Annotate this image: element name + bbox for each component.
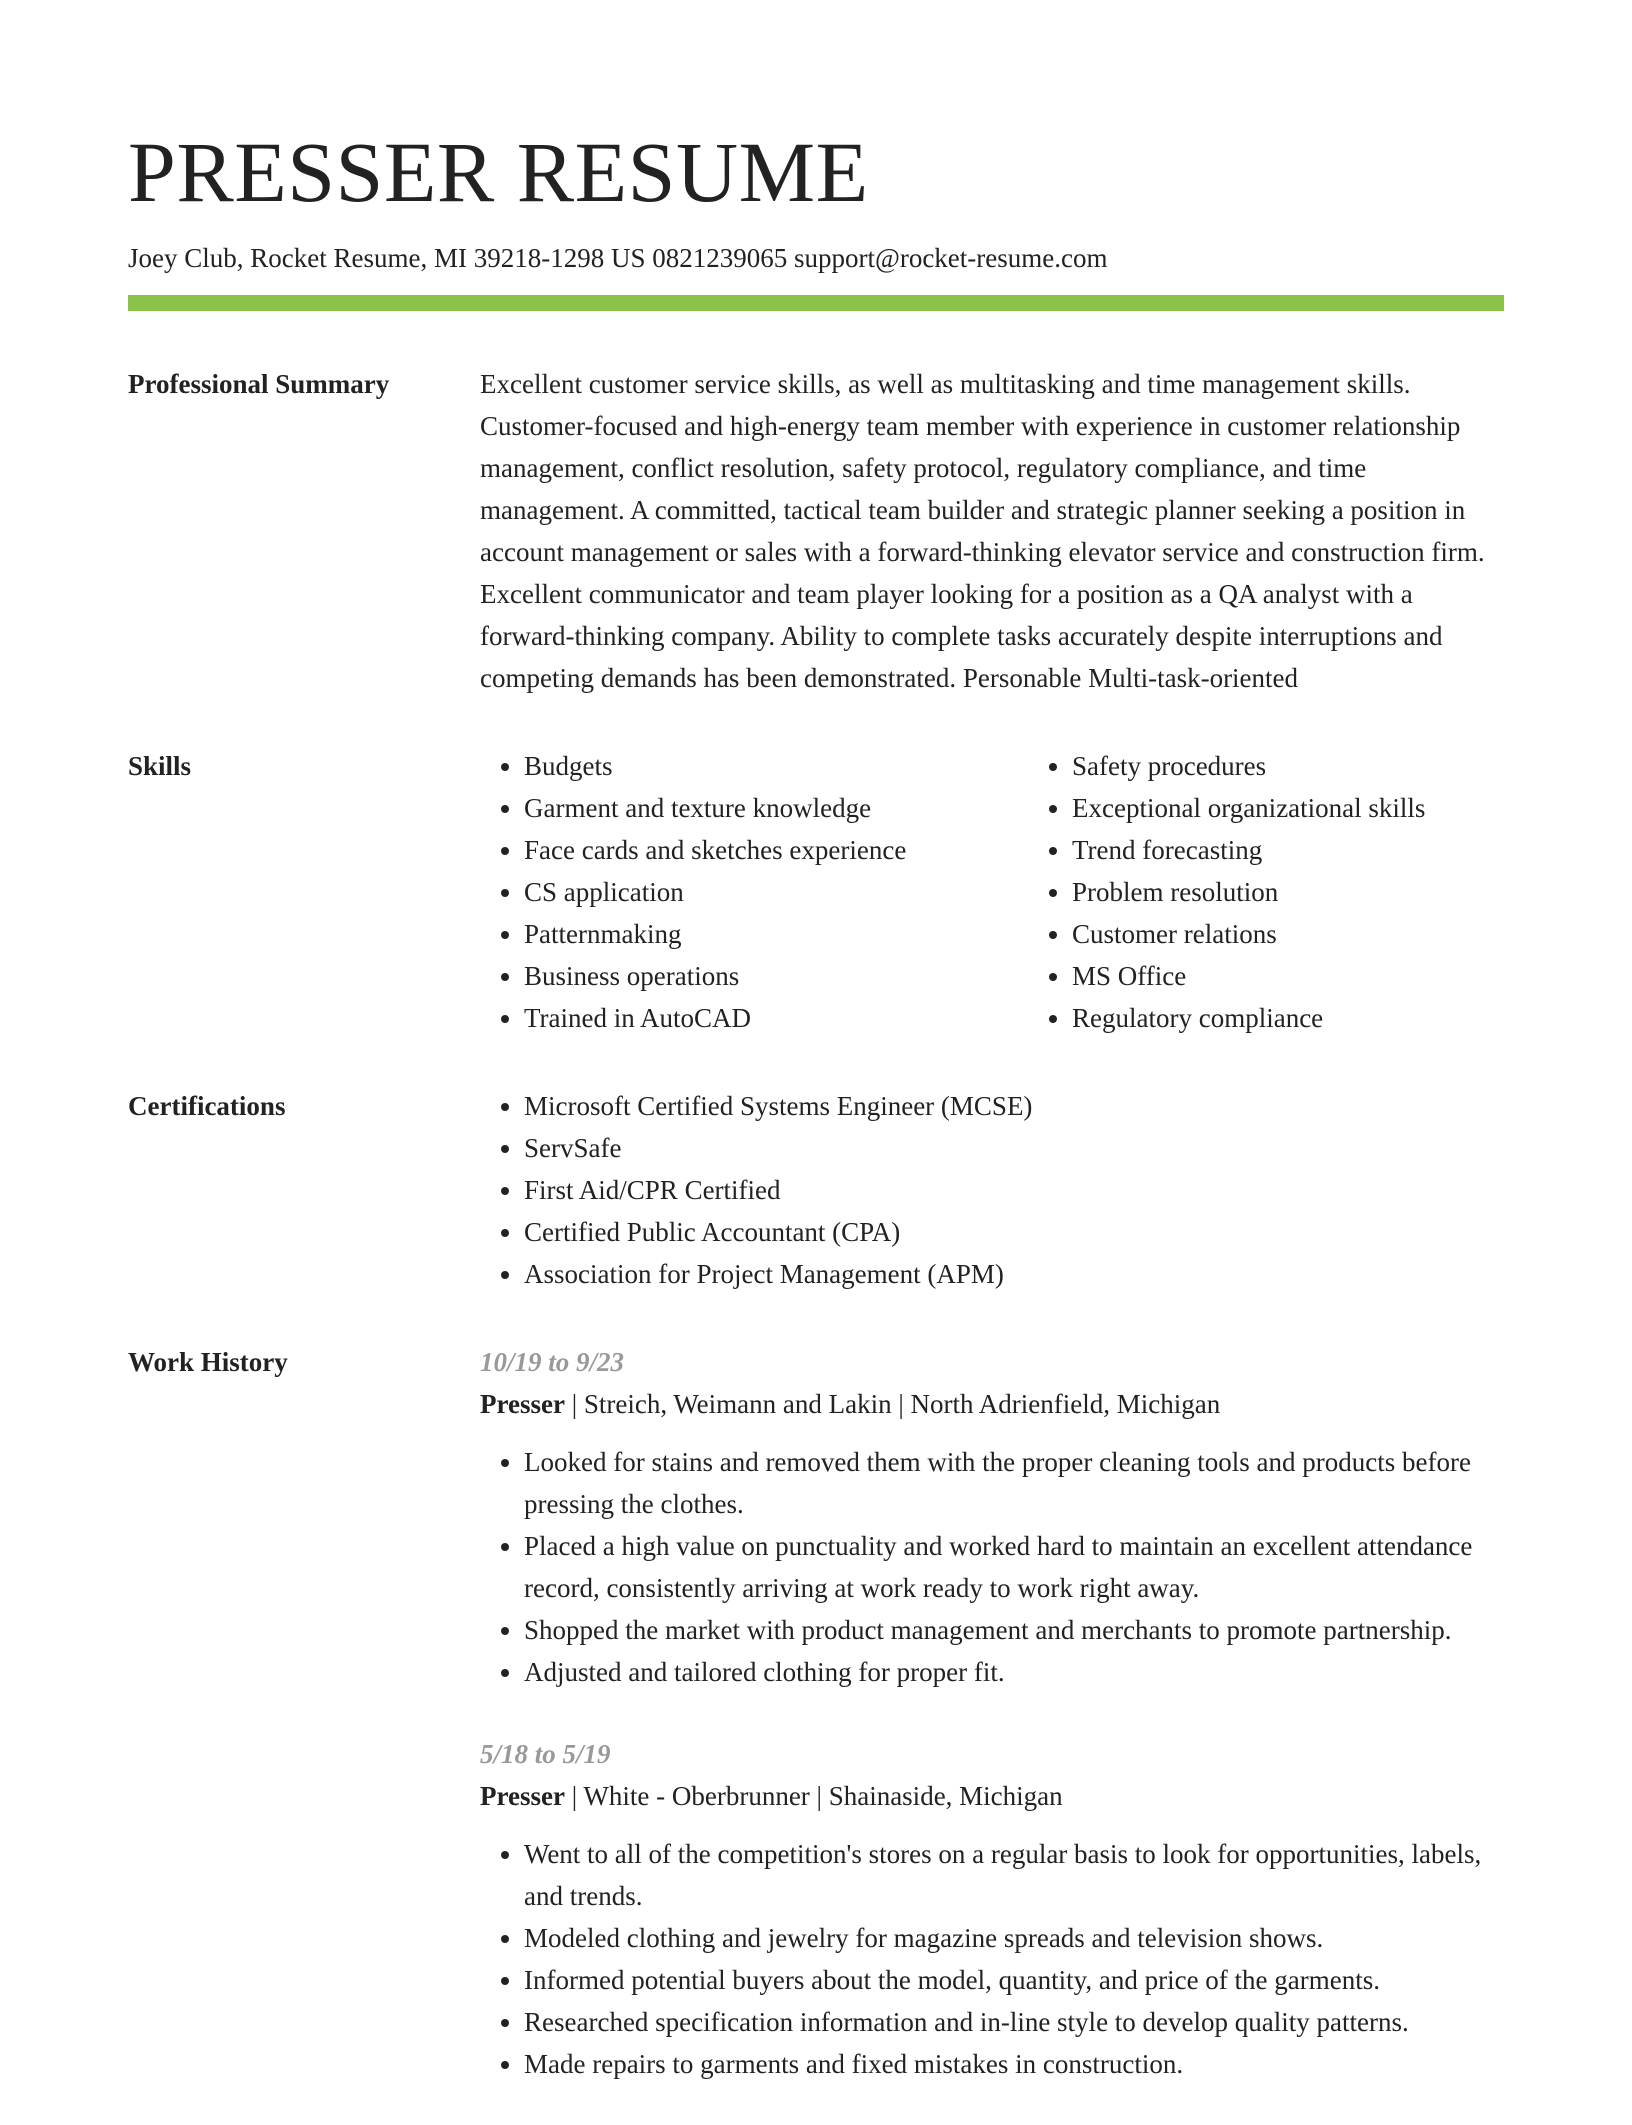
certification-item: • First Aid/CPR Certified — [524, 1169, 1504, 1211]
job-bullet: • Adjusted and tailored clothing for proper fit. — [524, 1651, 1504, 1693]
skill-item: • Exceptional organizational skills — [1072, 787, 1504, 829]
summary-section — [128, 363, 1504, 699]
certification-item: • Association for Project Management (APM) — [524, 1253, 1504, 1295]
job-bullet: • Modeled clothing and jewelry for magazine spreads and television shows. — [524, 1917, 1504, 1959]
certifications-body — [480, 1085, 1504, 1295]
certification-item: • Microsoft Certified Systems Engineer (MCSE) — [524, 1085, 1504, 1127]
certification-item: • Certified Public Accountant (CPA) — [524, 1211, 1504, 1253]
skill-item: • Customer relations — [1072, 913, 1504, 955]
skill-item: • Budgets — [524, 745, 1028, 787]
skill-item: • CS application — [524, 871, 1028, 913]
skill-item: • Regulatory compliance — [1072, 997, 1504, 1039]
summary-body — [480, 363, 1504, 699]
job-title: Presser — [480, 1781, 565, 1811]
certifications-list — [480, 1085, 1504, 1295]
job-entry — [480, 1341, 1504, 1693]
job-bullets — [480, 1833, 1504, 2085]
job-line — [480, 1383, 1504, 1425]
skills-heading: Skills — [128, 751, 192, 781]
skill-item: • Safety procedures — [1072, 745, 1504, 787]
work-history-section — [128, 1341, 1504, 2125]
resume-page — [128, 0, 1504, 2125]
certification-item: • ServSafe — [524, 1127, 1504, 1169]
job-bullet: • Researched specification information and in-line style to develop quality patterns. — [524, 2001, 1504, 2043]
job-entry — [480, 1733, 1504, 2085]
job-bullet: • Placed a high value on punctuality and worked hard to maintain an excellent attendance record, consistently arriving at work ready to work right away. — [524, 1525, 1504, 1609]
work-history-body — [480, 1341, 1504, 2125]
summary-heading: Professional Summary — [128, 369, 390, 399]
job-title: Presser — [480, 1389, 565, 1419]
skills-column-2 — [1028, 745, 1504, 1039]
skill-item: • Face cards and sketches experience — [524, 829, 1028, 871]
certifications-section — [128, 1085, 1504, 1295]
job-dates: 10/19 to 9/23 — [480, 1347, 625, 1377]
skill-item: • Trained in AutoCAD — [524, 997, 1028, 1039]
skills-section — [128, 745, 1504, 1039]
job-dates: 5/18 to 5/19 — [480, 1739, 611, 1769]
job-bullet: • Looked for stains and removed them with the proper cleaning tools and products before pressing the clothes. — [524, 1441, 1504, 1525]
job-bullet: • Made repairs to garments and fixed mistakes in construction. — [524, 2043, 1504, 2085]
job-bullet: • Informed potential buyers about the model, quantity, and price of the garments. — [524, 1959, 1504, 2001]
skill-item: • Trend forecasting — [1072, 829, 1504, 871]
job-line — [480, 1775, 1504, 1817]
job-bullets — [480, 1441, 1504, 1693]
skill-item: • Business operations — [524, 955, 1028, 997]
work-history-heading: Work History — [128, 1347, 288, 1377]
job-bullet: • Went to all of the competition's stores on a regular basis to look for opportunities, labels, and trends. — [524, 1833, 1504, 1917]
skill-item: • MS Office — [1072, 955, 1504, 997]
job-bullet: • Shopped the market with product management and merchants to promote partnership. — [524, 1609, 1504, 1651]
skills-column-1 — [480, 745, 1028, 1039]
header-divider — [128, 295, 1504, 311]
skills-body — [480, 745, 1504, 1039]
resume-title: PRESSER RESUME — [128, 124, 869, 220]
job-details: | White - Oberbrunner | Shainaside, Michigan — [564, 1781, 1063, 1811]
skill-item: • Garment and texture knowledge — [524, 787, 1028, 829]
skill-item: • Problem resolution — [1072, 871, 1504, 913]
summary-text: Excellent customer service skills, as well as multitasking and time management skills. Customer-focused and high-energy team member with experience in customer relationship management, conflict resolution, safety protocol, regulatory compliance, and time management. A committed, tactical team builder and strategic planner seeking a position in account management or sales with a forward-thinking elevator service and construction firm. Excellent communicator and team player looking for a position as a QA analyst with a forward-thinking company. Ability to complete tasks accurately despite interruptions and competing demands has been demonstrated. Personable Multi-task-oriented — [480, 369, 1485, 693]
job-details: | Streich, Weimann and Lakin | North Adrienfield, Michigan — [564, 1389, 1221, 1419]
certifications-heading: Certifications — [128, 1091, 286, 1121]
contact-line: Joey Club, Rocket Resume, MI 39218-1298 US 0821239065 support@rocket-resume.com — [128, 243, 1108, 273]
skill-item: • Patternmaking — [524, 913, 1028, 955]
